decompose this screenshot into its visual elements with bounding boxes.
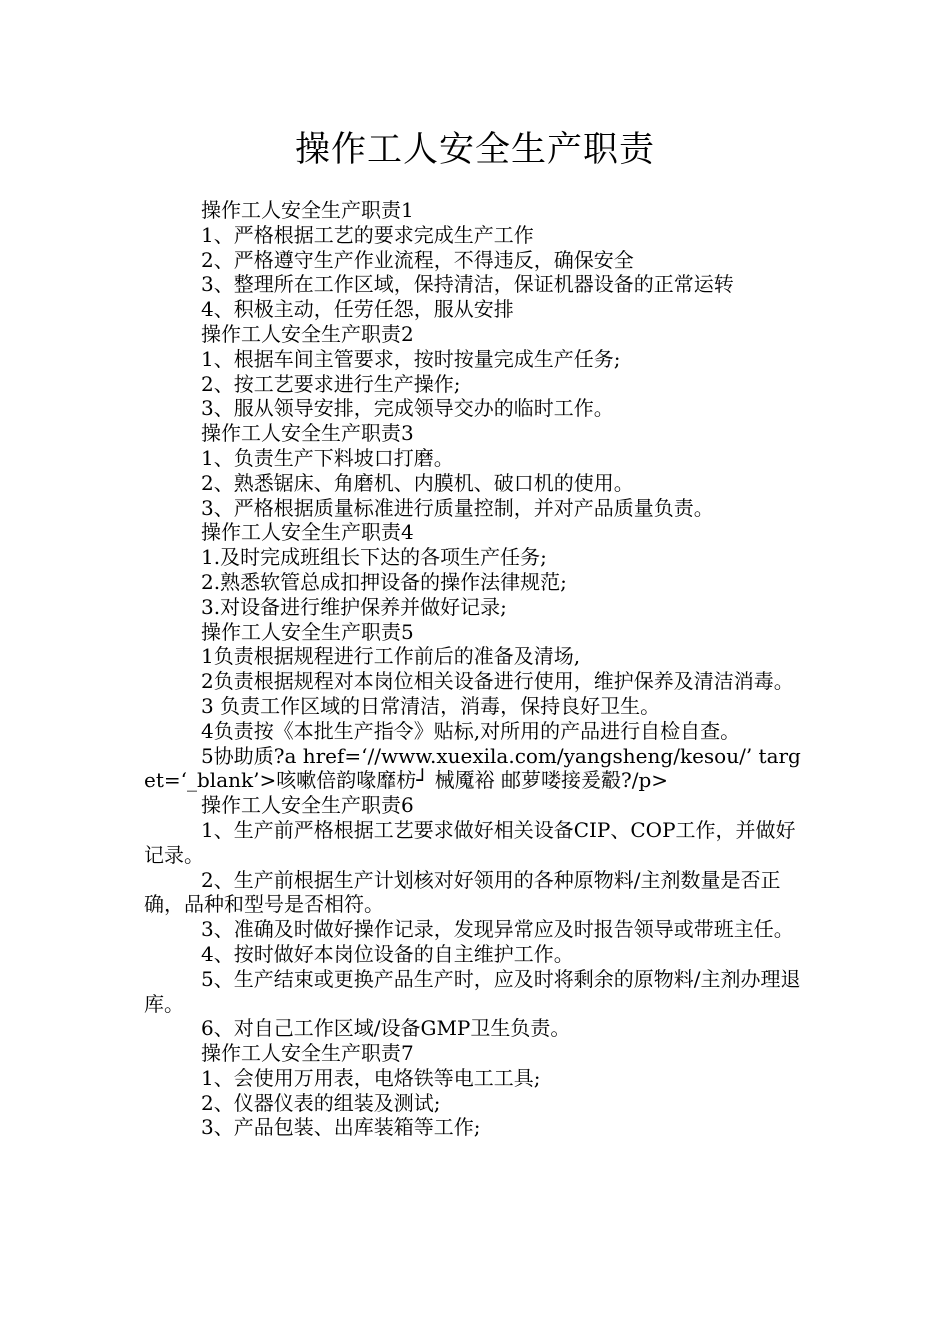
document-paragraph: 2、生产前根据生产计划核对好领用的各种原物料/主剂数量是否正确，品种和型号是否相符。 <box>144 867 781 917</box>
document-paragraph: 2.熟悉软管总成扣押设备的操作法律规范; <box>201 569 567 594</box>
document-paragraph: 2、熟悉锯床、角磨机、内膜机、破口机的使用。 <box>201 470 634 495</box>
document-paragraph: 3、准确及时做好操作记录，发现异常应及时报告领导或带班主任。 <box>201 917 794 942</box>
document-paragraph: 2负责根据规程对本岗位相关设备进行使用，维护保养及清洁消毒。 <box>201 669 794 694</box>
document-paragraph: 2、严格遵守生产作业流程，不得违反，确保安全 <box>201 247 634 272</box>
document-paragraph: 2、按工艺要求进行生产操作; <box>201 371 461 396</box>
document-paragraph: 3 负责工作区域的日常清洁，消毒，保持良好卫生。 <box>201 693 661 718</box>
document-paragraph: 3.对设备进行维护保养并做好记录; <box>201 594 507 619</box>
document-paragraph: 6、对自己工作区域/设备GMP卫生负责。 <box>201 1016 571 1041</box>
document-paragraph: 1、严格根据工艺的要求完成生产工作 <box>201 222 534 247</box>
document-paragraph: 操作工人安全生产职责3 <box>201 421 414 446</box>
document-paragraph: 5、生产结束或更换产品生产时，应及时将剩余的原物料/主剂办理退库。 <box>144 966 801 1016</box>
document-paragraph: 操作工人安全生产职责5 <box>201 619 414 644</box>
document-paragraph: 操作工人安全生产职责1 <box>201 198 414 222</box>
document-paragraph: 操作工人安全生产职责7 <box>201 1041 414 1066</box>
document-paragraph: 1、会使用万用表，电烙铁等电工工具; <box>201 1065 541 1090</box>
document-paragraph: 3、整理所在工作区域，保持清洁，保证机器设备的正常运转 <box>201 272 734 297</box>
document-paragraph: 1、生产前严格根据工艺要求做好相关设备CIP、COP工作，并做好记录。 <box>144 817 796 867</box>
document-paragraph: 4负责按《本批生产指令》贴标,对所用的产品进行自检自查。 <box>201 718 741 743</box>
document-paragraph: 操作工人安全生产职责2 <box>201 321 414 346</box>
document-paragraph: 1.及时完成班组长下达的各项生产任务; <box>201 545 547 570</box>
document-paragraph: 1、根据车间主管要求，按时按量完成生产任务; <box>201 346 621 371</box>
document-paragraph: 3、严格根据质量标准进行质量控制，并对产品质量负责。 <box>201 495 714 520</box>
document-paragraph: 4、积极主动，任劳任怨，服从安排 <box>201 297 514 322</box>
document-paragraph: 1、负责生产下料坡口打磨。 <box>201 445 454 470</box>
document-paragraph: 1负责根据规程进行工作前后的准备及清场, <box>201 644 581 669</box>
document-body <box>144 198 808 1140</box>
document-paragraph: 4、按时做好本岗位设备的自主维护工作。 <box>201 941 574 966</box>
document-paragraph: 3、产品包装、出库装箱等工作; <box>201 1115 481 1140</box>
document-paragraph: 操作工人安全生产职责6 <box>201 793 414 818</box>
document-title: 操作工人安全生产职责 <box>294 130 655 170</box>
document-paragraph: 5协助质?a href=‘//www.xuexila.com/yangsheng/kesou/’ target=‘_blank’>咳嗽倍韵喙靡枋┘ 械魇裕 邮萝喽接爰觳?/p> <box>144 743 801 793</box>
document-paragraph: 2、仪器仪表的组装及测试; <box>201 1090 441 1115</box>
document-paragraph: 3、服从领导安排，完成领导交办的临时工作。 <box>201 396 614 421</box>
document-paragraph: 操作工人安全生产职责4 <box>201 520 414 545</box>
